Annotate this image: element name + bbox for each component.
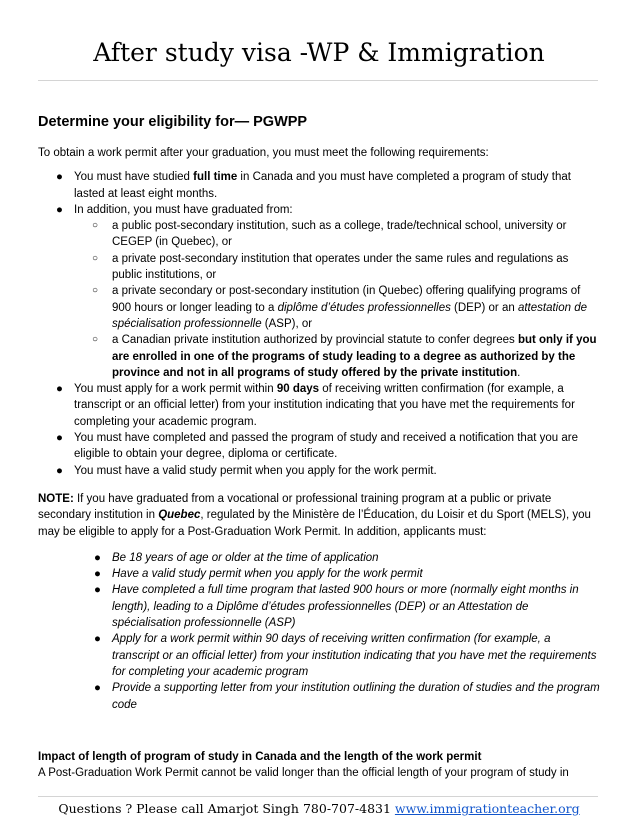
- footer-divider: [38, 796, 598, 797]
- quebec-requirements-list: [38, 550, 600, 713]
- list-item: ○ a public post-secondary institution, such as a college, trade/technical school, university or CEGEP (in Quebec), or: [92, 220, 567, 249]
- list-item: ● You must apply for a work permit within 90 days of receiving written confirmation (for example, a transcript or an official letter) from your institution indicating that you have met the requirements for completing your academic program.: [56, 383, 575, 428]
- list-item: ● Have completed a full time program that lasted 900 hours or more (normally eight months in length), leading to a Diplôme d’études professionnelles (DEP) or an Attestation de spécialisation professionnelle (ASP): [94, 584, 579, 630]
- institution-list: [74, 218, 600, 381]
- bullet-icon: ●: [94, 682, 101, 695]
- bullet-icon: ●: [94, 551, 101, 564]
- section-heading-pgwpp: Determine your eligibility for— PGWPP: [38, 114, 308, 130]
- list-item: ● You must have completed and passed the program of study and received a notification that you are eligible to obtain your degree, diploma or certificate.: [56, 432, 578, 461]
- footer-contact-text: Questions ? Please call Amarjot Singh 780-707-4831: [58, 801, 395, 816]
- bullet-icon: ●: [56, 383, 63, 396]
- circle-bullet-icon: ○: [92, 285, 99, 297]
- document-body: [38, 112, 600, 781]
- bullet-icon: ●: [56, 203, 63, 216]
- list-item: ○ a Canadian private institution authorized by provincial statute to confer degrees but only if you are enrolled in one of the programs of study leading to a degree as authorized by the province and not in all programs of study offered by the private institution.: [92, 334, 597, 379]
- list-item: ○ a private post-secondary institution that operates under the same rules and regulations as public institutions, or: [92, 252, 569, 282]
- note-label: NOTE:: [38, 492, 74, 505]
- page-title: After study visa -WP & Immigration: [93, 38, 545, 67]
- list-item: ● Apply for a work permit within 90 days of receiving written confirmation (for example, a transcript or an official letter) from your institution indicating that you have met the requirements for completing your academic program: [94, 633, 597, 678]
- note-paragraph: NOTE: If you have graduated from a vocational or professional training program at a public or private secondary institution in Quebec, regulated by the Ministère de l’Éducation, du Loisir et du Sport (MELS), you may be eligible to apply for a Post-Graduation Work Permit. In addition, applicants must:: [38, 492, 591, 538]
- bullet-icon: ●: [56, 171, 63, 184]
- header-divider: [38, 80, 598, 81]
- bullet-icon: ●: [94, 568, 101, 581]
- list-item: ○ a private secondary or post-secondary institution (in Quebec) offering qualifying programs of 900 hours or longer leading to a diplôme d’études professionnelles (DEP) or an attestation de spécialisation professionnelle (ASP), or: [92, 285, 588, 330]
- bullet-icon: ●: [94, 633, 101, 646]
- bullet-icon: ●: [56, 432, 63, 445]
- program-length-paragraph: A Post-Graduation Work Permit cannot be valid longer than the official length of your program of study in: [38, 767, 569, 780]
- circle-bullet-icon: ○: [92, 334, 99, 346]
- footer: [0, 800, 638, 818]
- list-item: ● In addition, you must have graduated from: ○ a public post-secondary institution, such as a college, trade/technical school, university or CEGEP (in Quebec), or ○ a private post-secondary institution that operates under the same rules and regulations as public institutions, or ○ a private secondary or post-secondary institution (in Quebec) offering qualifying programs of 900 hours or longer leading to a diplôme d’études professionnelles (DEP) or an attestation de spécialisation professionnelle (ASP), or ○ a Canadian private institution authorized by provincial statute to confer degrees but only if you are enrolled in one of the programs of study leading to a degree as authorized by the province and not in all programs of study offered by the private institution.: [38, 202, 600, 381]
- list-item: ● You must have studied full time in Canada and you must have completed a program of study that lasted at least eight months.: [56, 171, 571, 200]
- requirements-list: [38, 169, 600, 479]
- section-heading-program-length: Impact of length of program of study in Canada and the length of the work permit: [38, 750, 482, 763]
- bullet-icon: ●: [94, 584, 101, 597]
- list-item: ● You must have a valid study permit when you apply for the work permit.: [38, 463, 600, 479]
- circle-bullet-icon: ○: [92, 252, 99, 264]
- circle-bullet-icon: ○: [92, 220, 99, 232]
- list-item: ● Have a valid study permit when you apply for the work permit: [38, 566, 600, 582]
- list-item: ● Be 18 years of age or older at the time of application: [38, 550, 600, 566]
- intro-paragraph: To obtain a work permit after your graduation, you must meet the following requirements:: [38, 147, 489, 159]
- list-item: ● Provide a supporting letter from your institution outlining the duration of studies and the program code: [94, 682, 600, 711]
- website-link[interactable]: www.immigrationteacher.org: [394, 801, 580, 816]
- bullet-icon: ●: [56, 464, 63, 477]
